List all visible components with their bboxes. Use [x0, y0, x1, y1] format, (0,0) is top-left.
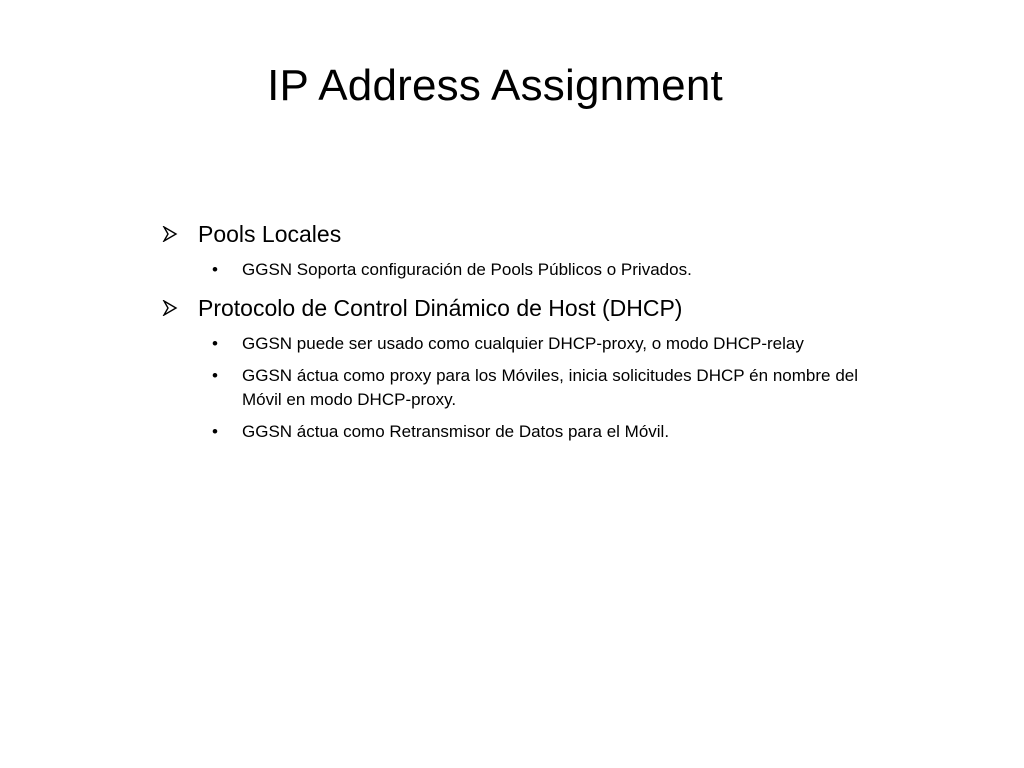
level1-bullet-dhcp [162, 292, 858, 324]
level1-bullet-pools-locales [162, 218, 858, 250]
level2-bullet-text: GGSN puede ser usado como cualquier DHCP-proxy, o modo DHCP-relay [242, 334, 804, 353]
arrow-bullet-icon [162, 226, 178, 242]
level2-bullet-text: GGSN áctua como proxy para los Móviles, inicia solicitudes DHCP én nombre del Móvil en modo DHCP-proxy. [242, 366, 858, 409]
level2-bullet-text: GGSN áctua como Retransmisor de Datos para el Móvil. [242, 422, 670, 441]
bullet-dot-icon: • [212, 422, 218, 441]
level1-bullet-text: Pools Locales [198, 221, 342, 247]
level2-bullet-text: GGSN Soporta configuración de Pools Públicos o Privados. [242, 260, 692, 279]
slide-title: IP Address Assignment [267, 61, 723, 110]
bullet-dot-icon: • [212, 334, 218, 353]
arrow-bullet-icon [162, 300, 178, 316]
slide-content [162, 218, 858, 444]
level1-bullet-text: Protocolo de Control Dinámico de Host (DHCP) [198, 295, 683, 321]
level2-bullet [162, 420, 858, 444]
level2-bullet [162, 332, 858, 356]
level2-bullet [162, 364, 858, 412]
bullet-dot-icon: • [212, 260, 218, 279]
level2-bullet [162, 258, 858, 282]
bullet-dot-icon: • [212, 366, 218, 385]
